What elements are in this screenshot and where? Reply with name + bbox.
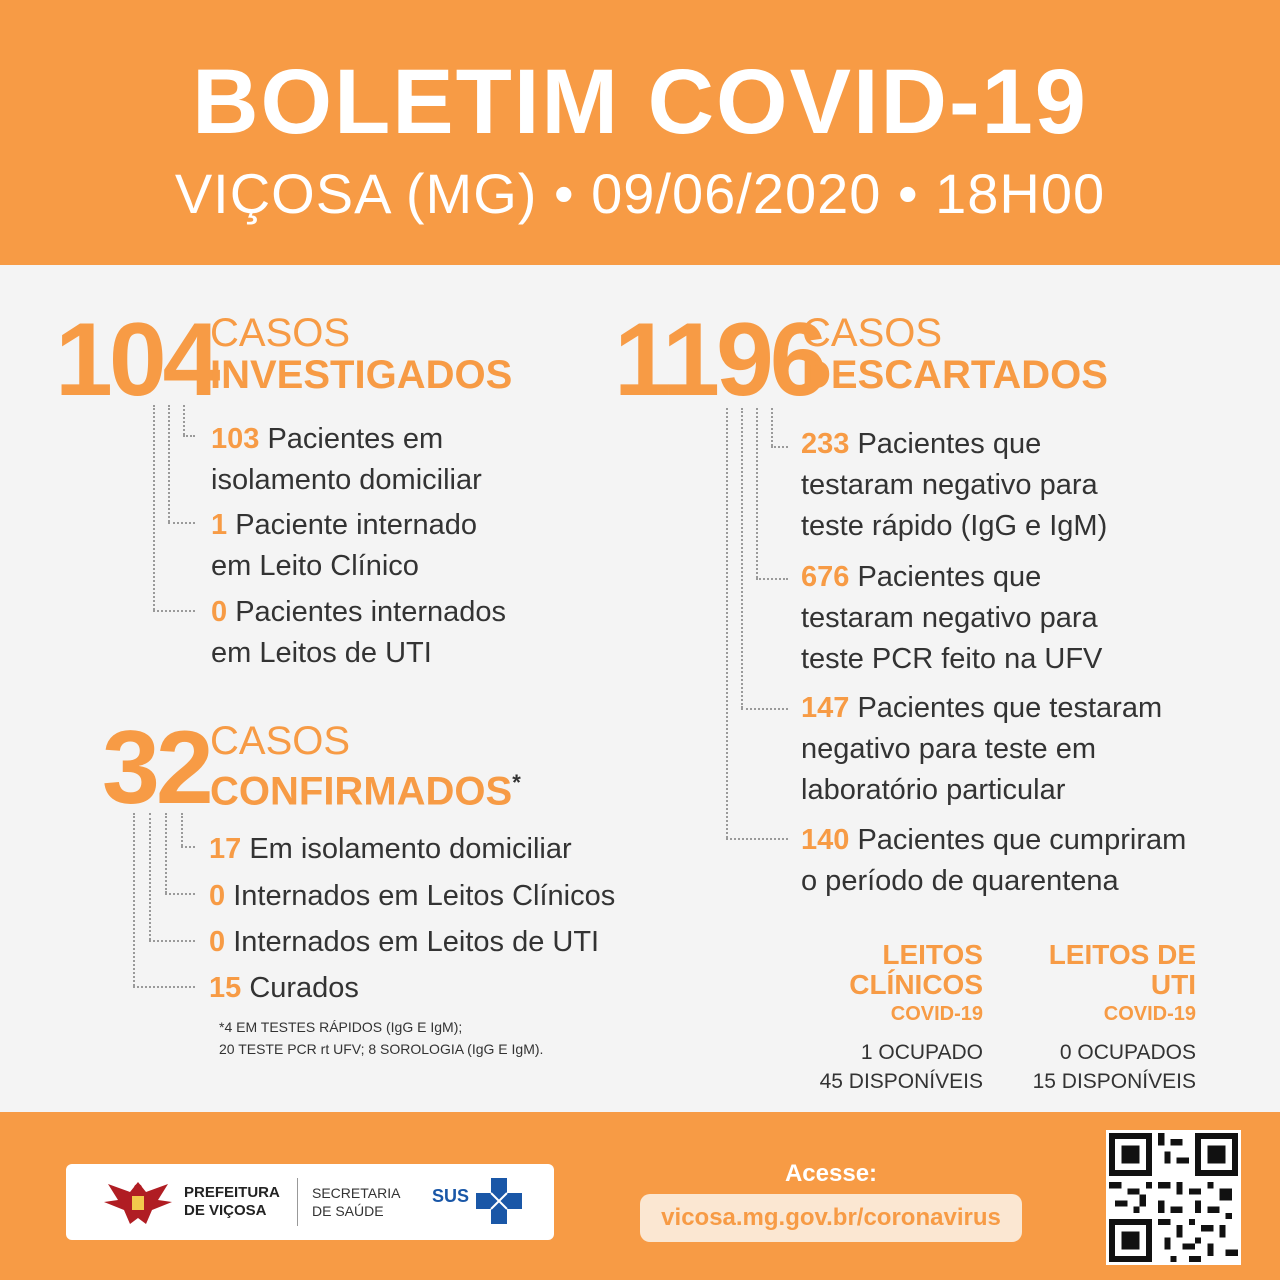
tree-line [168, 405, 170, 522]
investigados-item: 0 Pacientes internados em Leitos de UTI [211, 596, 507, 669]
tree-line [726, 408, 728, 838]
tree-line [153, 405, 155, 610]
descartados-number: 1196 [614, 302, 824, 418]
descartados-label-1: CASOS [802, 311, 943, 355]
acesse-label: Acesse: [784, 1160, 878, 1187]
tree-line [181, 813, 183, 846]
leitos-uti-panel: LEITOS DE UTI COVID-19 0 OCUPADOS 15 DISPONÍVEIS [1032, 939, 1196, 1093]
investigados-item: 1 Paciente internado em Leito Clínico [211, 509, 478, 582]
tree-line [149, 940, 195, 942]
tree-line [756, 408, 758, 578]
confirmados-label-1: CASOS [210, 719, 351, 763]
sus-cross-icon [476, 1178, 522, 1224]
tree-line [165, 893, 195, 895]
eagle-crest-icon [102, 1178, 174, 1228]
investigados-label-1: CASOS [210, 311, 351, 355]
tree-line [153, 610, 195, 612]
descartados-item: 140 Pacientes que cumpriram o período de quarentena [801, 824, 1187, 897]
investigados-caption [210, 312, 512, 396]
confirmados-number: 32 [102, 710, 210, 826]
footer-banner [0, 1112, 1280, 1280]
prefeitura-logo-text: PREFEITURA DE VIÇOSA [184, 1184, 280, 1219]
page-title: BOLETIM COVID-19 [192, 51, 1088, 153]
qr-code-icon[interactable] [1106, 1130, 1241, 1265]
investigados-label-2: INVESTIGADOS [210, 353, 513, 397]
tree-line [183, 405, 185, 435]
tree-line [771, 446, 788, 448]
confirmados-label-2: CONFIRMADOS* [210, 769, 521, 814]
confirmados-item: 17 Em isolamento domiciliar [209, 833, 572, 865]
tree-line [741, 408, 743, 708]
descartados-caption [802, 312, 1108, 396]
confirmados-item: 0 Internados em Leitos Clínicos [209, 880, 616, 912]
descartados-item: 676 Pacientes que testaram negativo para teste PCR feito na UFV [801, 561, 1103, 675]
tree-line [726, 838, 788, 840]
tree-line [756, 578, 788, 580]
descartados-label-2: DESCARTADOS [802, 353, 1108, 397]
logo-divider [297, 1178, 298, 1226]
descartados-item: 233 Pacientes que testaram negativo para teste rápido (IgG e IgM) [801, 428, 1108, 542]
tree-line [771, 408, 773, 446]
descartados-item: 147 Pacientes que testaram negativo para teste em laboratório particular [801, 692, 1163, 806]
investigados-item: 103 Pacientes em isolamento domiciliar [211, 423, 482, 496]
confirmados-item: 0 Internados em Leitos de UTI [209, 926, 600, 958]
sus-logo-text: SUS [432, 1186, 470, 1206]
confirmados-footnote: *4 EM TESTES RÁPIDOS (IgG E IgM); 20 TESTE PCR rt UFV; 8 SOROLOGIA (IgG E IgM). [219, 1019, 544, 1057]
header-banner [0, 0, 1280, 265]
tree-line [183, 435, 195, 437]
logos-box [66, 1164, 554, 1240]
page-subtitle: VIÇOSA (MG) • 09/06/2020 • 18H00 [174, 162, 1106, 225]
website-link[interactable]: vicosa.mg.gov.br/coronavirus [640, 1194, 1022, 1242]
tree-line [165, 813, 167, 893]
tree-line [168, 522, 195, 524]
tree-line [181, 846, 195, 848]
investigados-number: 104 [55, 302, 217, 418]
tree-line [133, 986, 195, 988]
confirmados-caption [210, 720, 521, 812]
secretaria-logo-text: SECRETARIA DE SAÚDE [312, 1185, 401, 1219]
tree-line [149, 813, 151, 940]
tree-line [741, 708, 788, 710]
confirmados-item: 15 Curados [209, 972, 359, 1004]
tree-line [133, 813, 135, 986]
leitos-clinicos-panel: LEITOS CLÍNICOS COVID-19 1 OCUPADO 45 DISPONÍVEIS [819, 939, 983, 1093]
